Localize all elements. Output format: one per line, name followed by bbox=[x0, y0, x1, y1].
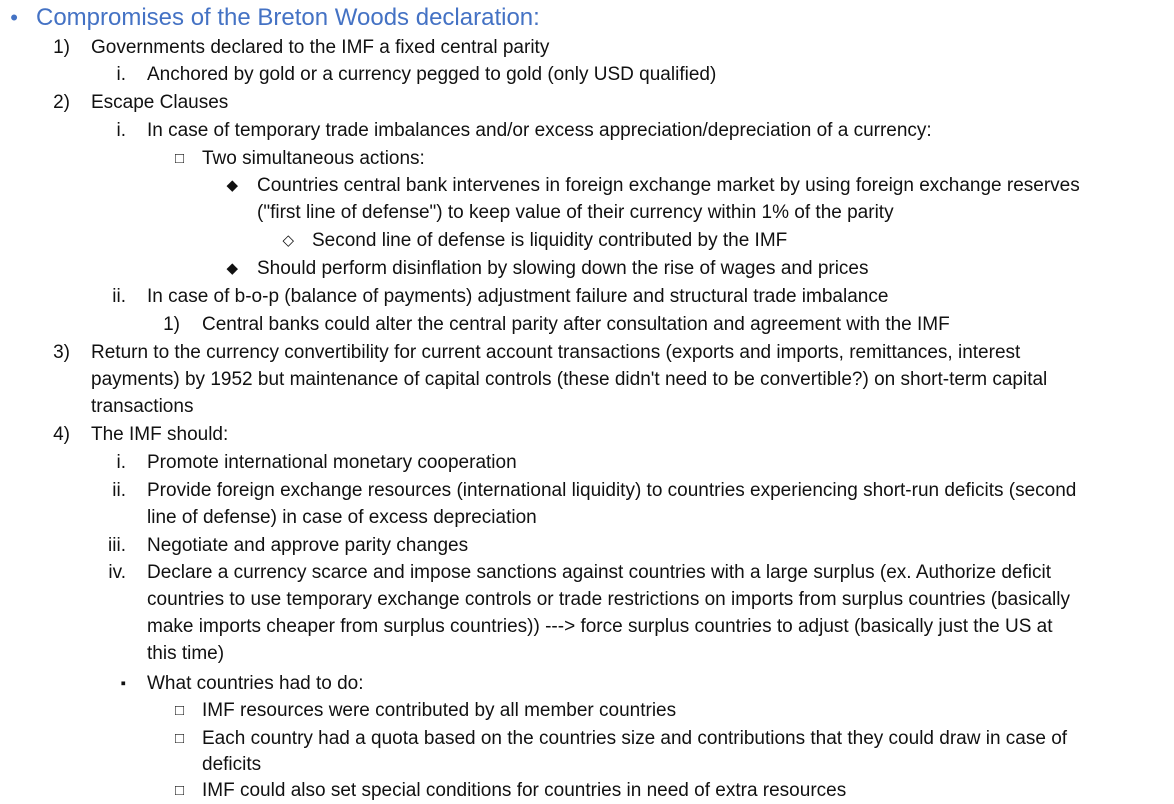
list-item: Should perform disinflation by slowing down the rise of wages and prices bbox=[257, 258, 869, 279]
list-marker: 3) bbox=[53, 342, 70, 363]
list-item-continuation: deficits bbox=[202, 754, 262, 775]
list-item: In case of b-o-p (balance of payments) adjustment failure and structural trade imbalance bbox=[147, 286, 889, 307]
list-item: Central banks could alter the central parity after consultation and agreement with the IMF bbox=[202, 314, 950, 335]
list-item-continuation: countries to use temporary exchange controls or trade restrictions on imports from surplus countries (basically bbox=[147, 589, 1070, 610]
list-item: Escape Clauses bbox=[91, 92, 229, 113]
hollow-square-bullet-icon: □ bbox=[174, 702, 184, 719]
list-item: Negotiate and approve parity changes bbox=[147, 535, 469, 556]
list-item: Return to the currency convertibility for current account transactions (exports and imports, remittances, interest bbox=[91, 342, 1021, 363]
list-marker: i. bbox=[116, 452, 126, 473]
list-item: Each country had a quota based on the countries size and contributions that they could draw in case of bbox=[202, 728, 1068, 749]
list-item-continuation: transactions bbox=[91, 396, 194, 417]
list-item-continuation: ("first line of defense") to keep value of their currency within 1% of the parity bbox=[257, 202, 894, 223]
list-marker: 4) bbox=[53, 424, 70, 445]
list-item: In case of temporary trade imbalances and/or excess appreciation/depreciation of a currency: bbox=[147, 120, 932, 141]
list-marker: 1) bbox=[53, 37, 70, 58]
hollow-square-bullet-icon: □ bbox=[174, 782, 184, 799]
hollow-square-bullet-icon: □ bbox=[174, 150, 184, 167]
list-item: Second line of defense is liquidity contributed by the IMF bbox=[312, 230, 788, 251]
list-marker: ii. bbox=[112, 286, 126, 307]
list-item: The IMF should: bbox=[91, 424, 229, 445]
list-item-continuation: line of defense) in case of excess depreciation bbox=[147, 507, 537, 528]
diamond-bullet-icon: ◆ bbox=[226, 177, 238, 194]
list-marker: i. bbox=[116, 64, 126, 85]
list-item: Anchored by gold or a currency pegged to gold (only USD qualified) bbox=[147, 64, 717, 85]
list-item: Provide foreign exchange resources (international liquidity) to countries experiencing short-run deficits (second bbox=[147, 480, 1077, 501]
list-marker: i. bbox=[116, 120, 126, 141]
list-marker: 2) bbox=[53, 92, 70, 113]
list-marker: iii. bbox=[108, 535, 126, 556]
list-item: IMF resources were contributed by all member countries bbox=[202, 700, 677, 721]
square-bullet-icon: ▪ bbox=[120, 675, 126, 692]
list-item: Promote international monetary cooperation bbox=[147, 452, 517, 473]
list-item: Declare a currency scarce and impose sanctions against countries with a large surplus (ex. Authorize deficit bbox=[147, 562, 1051, 583]
list-item: What countries had to do: bbox=[147, 673, 364, 694]
list-marker: 1) bbox=[163, 314, 180, 335]
list-item: Countries central bank intervenes in foreign exchange market by using foreign exchange reserves bbox=[257, 175, 1080, 196]
diamond-bullet-icon: ◆ bbox=[226, 260, 238, 277]
page-title: Compromises of the Breton Woods declaration: bbox=[36, 4, 540, 31]
list-item-continuation: make imports cheaper from surplus countries)) ---> force surplus countries to adjust (basically just the US at bbox=[147, 616, 1053, 637]
list-item-continuation: this time) bbox=[147, 643, 225, 664]
list-item-continuation: payments) by 1952 but maintenance of capital controls (these didn't need to be convertible?) on short-term capital bbox=[91, 369, 1048, 390]
hollow-diamond-bullet-icon: ◇ bbox=[282, 232, 294, 249]
list-marker: iv. bbox=[108, 562, 126, 583]
hollow-square-bullet-icon: □ bbox=[174, 730, 184, 747]
list-item: Governments declared to the IMF a fixed central parity bbox=[91, 37, 550, 58]
list-marker: ii. bbox=[112, 480, 126, 501]
list-item: IMF could also set special conditions for countries in need of extra resources bbox=[202, 780, 847, 801]
title-bullet: • bbox=[10, 5, 18, 30]
list-item: Two simultaneous actions: bbox=[202, 148, 425, 169]
